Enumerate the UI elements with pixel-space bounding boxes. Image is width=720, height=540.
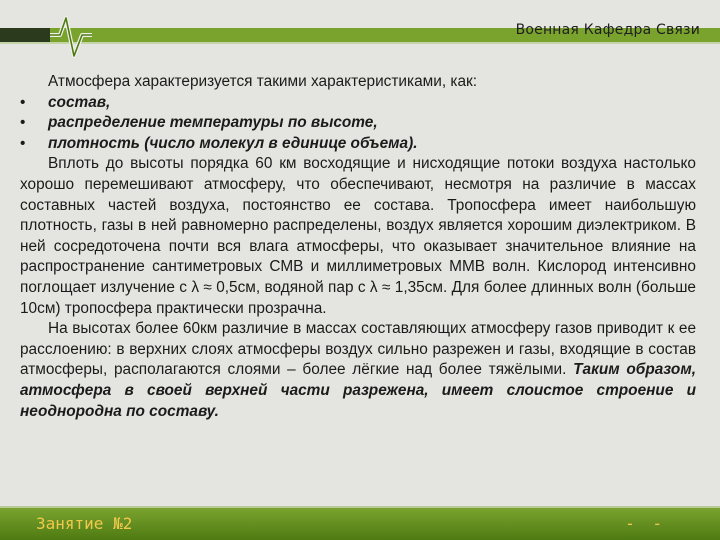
lead-text: Атмосфера характеризуется такими характеристиками, как:: [48, 73, 478, 90]
header-title: Военная Кафедра Связи: [515, 22, 700, 38]
page-number: - -: [625, 514, 666, 533]
bullet-text: состав,: [48, 93, 111, 111]
bullet-list: [20, 93, 696, 155]
bullet-text: распределение температуры по высоте,: [48, 114, 378, 132]
footer-bar: [0, 508, 720, 540]
bullet-icon: •: [20, 114, 26, 132]
bullet-icon: •: [20, 134, 26, 152]
bullet-item: [20, 113, 696, 134]
bullet-item: [20, 134, 696, 155]
bullet-icon: •: [20, 93, 26, 111]
bullet-item: [20, 93, 696, 114]
paragraph-upper-atmosphere: [20, 319, 696, 422]
paragraph-conclusion: Таким образом, атмосфера в своей верхней части разрежена, имеет слоистое строение и неоднородна по составу.: [20, 361, 696, 420]
slide-body: [20, 72, 696, 422]
bullet-text: плотность (число молекул в единице объема).: [48, 134, 418, 152]
paragraph-troposphere: Вплоть до высоты порядка 60 км восходящие и нисходящие потоки воздуха настолько хорошо перемешивают атмосферу, что обеспечивают, несмотря на различие в массах составных частей воздуха, постоянство ее состава. Тропосфера имеет наибольшую плотность, газы в ней равномерно распределены, воздух является хорошим диэлектриком. В ней сосредоточена почти вся влага атмосферы, что оказывает значительное влияние на распространение сантиметровых СМВ и миллиметровых ММВ волн. Кислород интенсивно поглощает излучение с λ ≈ 0,5см, водяной пар с λ ≈ 1,35см. Для более длинных волн (больше 10см) тропосфера практически прозрачна.: [20, 155, 696, 317]
paragraph-text: На высотах более 60км различие в массах составляющих атмосферу газов приводит к ее расслоению: в верхних слоях атмосферы воздух сильно разрежен и газы, входящие в состав атмосферы, располагаются слоями – более лёгкие над более тяжёлыми.: [20, 320, 696, 379]
lesson-label: Занятие №2: [36, 514, 133, 533]
